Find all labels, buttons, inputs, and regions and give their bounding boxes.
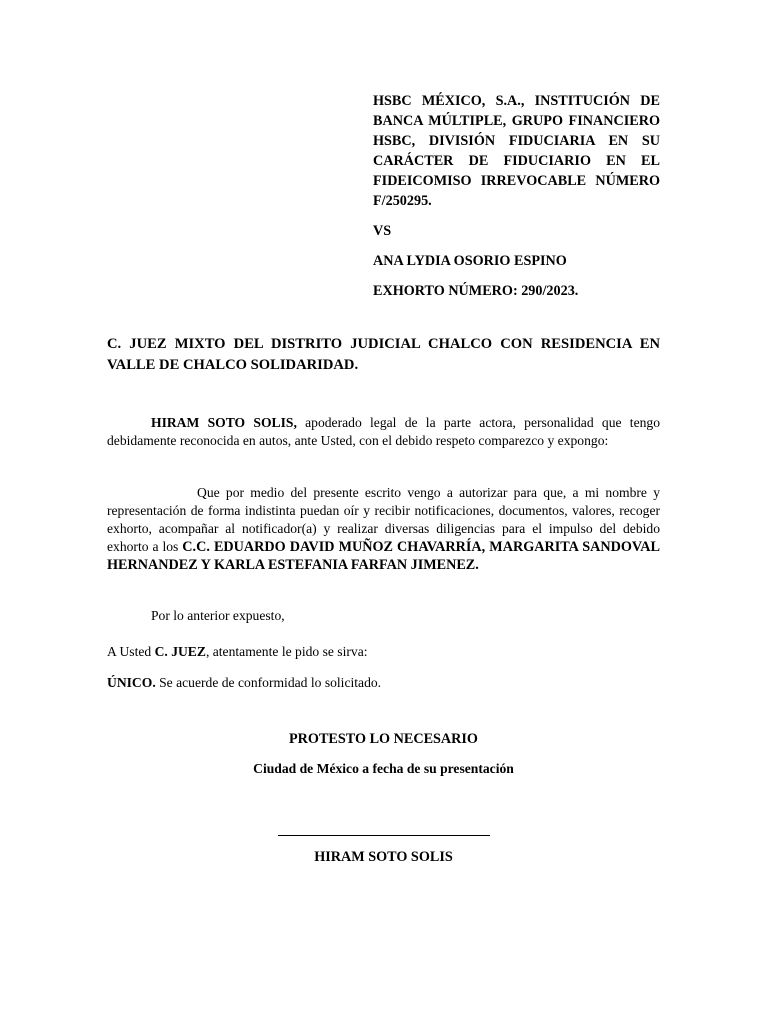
paragraph-request <box>107 643 507 661</box>
attorney-name: HIRAM SOTO SOLIS, <box>151 415 297 430</box>
unico-label: ÚNICO. <box>107 675 156 690</box>
paragraph-unico <box>107 674 507 692</box>
place-date: Ciudad de México a fecha de su presentación <box>253 761 514 776</box>
request-post: , atentamente le pido se sirva: <box>205 644 368 659</box>
addressee: C. JUEZ MIXTO DEL DISTRITO JUDICIAL CHALCO CON RESIDENCIA EN VALLE DE CHALCO SOLIDARIDAD. <box>107 336 660 373</box>
exhorto-number: EXHORTO NÚMERO: 290/2023. <box>373 283 579 299</box>
paragraph-introduction <box>107 414 660 450</box>
request-pre: A Usted <box>107 644 155 659</box>
signature-line <box>278 835 490 836</box>
plaintiff-name: HSBC MÉXICO, S.A., INSTITUCIÓN DE BANCA MÚLTIPLE, GRUPO FINANCIERO HSBC, DIVISIÓN FIDUCIARIA EN SU CARÁCTER DE FIDUCIARIO EN EL FIDEICOMISO IRREVOCABLE NÚMERO F/250295. <box>373 93 660 209</box>
unico-text: Se acuerde de conformidad lo solicitado. <box>155 675 382 690</box>
authorized-persons: C.C. EDUARDO DAVID MUÑOZ CHAVARRÍA, MARGARITA SANDOVAL HERNANDEZ Y KARLA ESTEFANIA FARFAN JIMENEZ. <box>107 539 660 573</box>
paragraph-authorization-text: Que por medio del presente escrito vengo a autorizar para que, a mi nombre y representación de forma indistinta puedan oír y recibir notificaciones, documentos, valores, recoger exhorto, acompañar al notificador(a) y realizar diversas diligencias para el impulso del debido exhorto a los <box>107 485 660 554</box>
paragraph-authorization <box>107 484 660 574</box>
paragraph-conclusion: Por lo anterior expuesto, <box>151 608 285 623</box>
versus-label: VS <box>373 223 392 239</box>
judge-label: C. JUEZ <box>154 644 206 659</box>
signatory-name: HIRAM SOTO SOLIS <box>314 849 453 865</box>
paragraph-introduction-text: apoderado legal de la parte actora, personalidad que tengo debidamente reconocida en autos, ante Usted, con el debido respeto comparezco y expongo: <box>107 415 661 448</box>
case-header <box>373 91 660 301</box>
defendant-name: ANA LYDIA OSORIO ESPINO <box>373 253 567 269</box>
protesto-heading: PROTESTO LO NECESARIO <box>289 731 478 747</box>
